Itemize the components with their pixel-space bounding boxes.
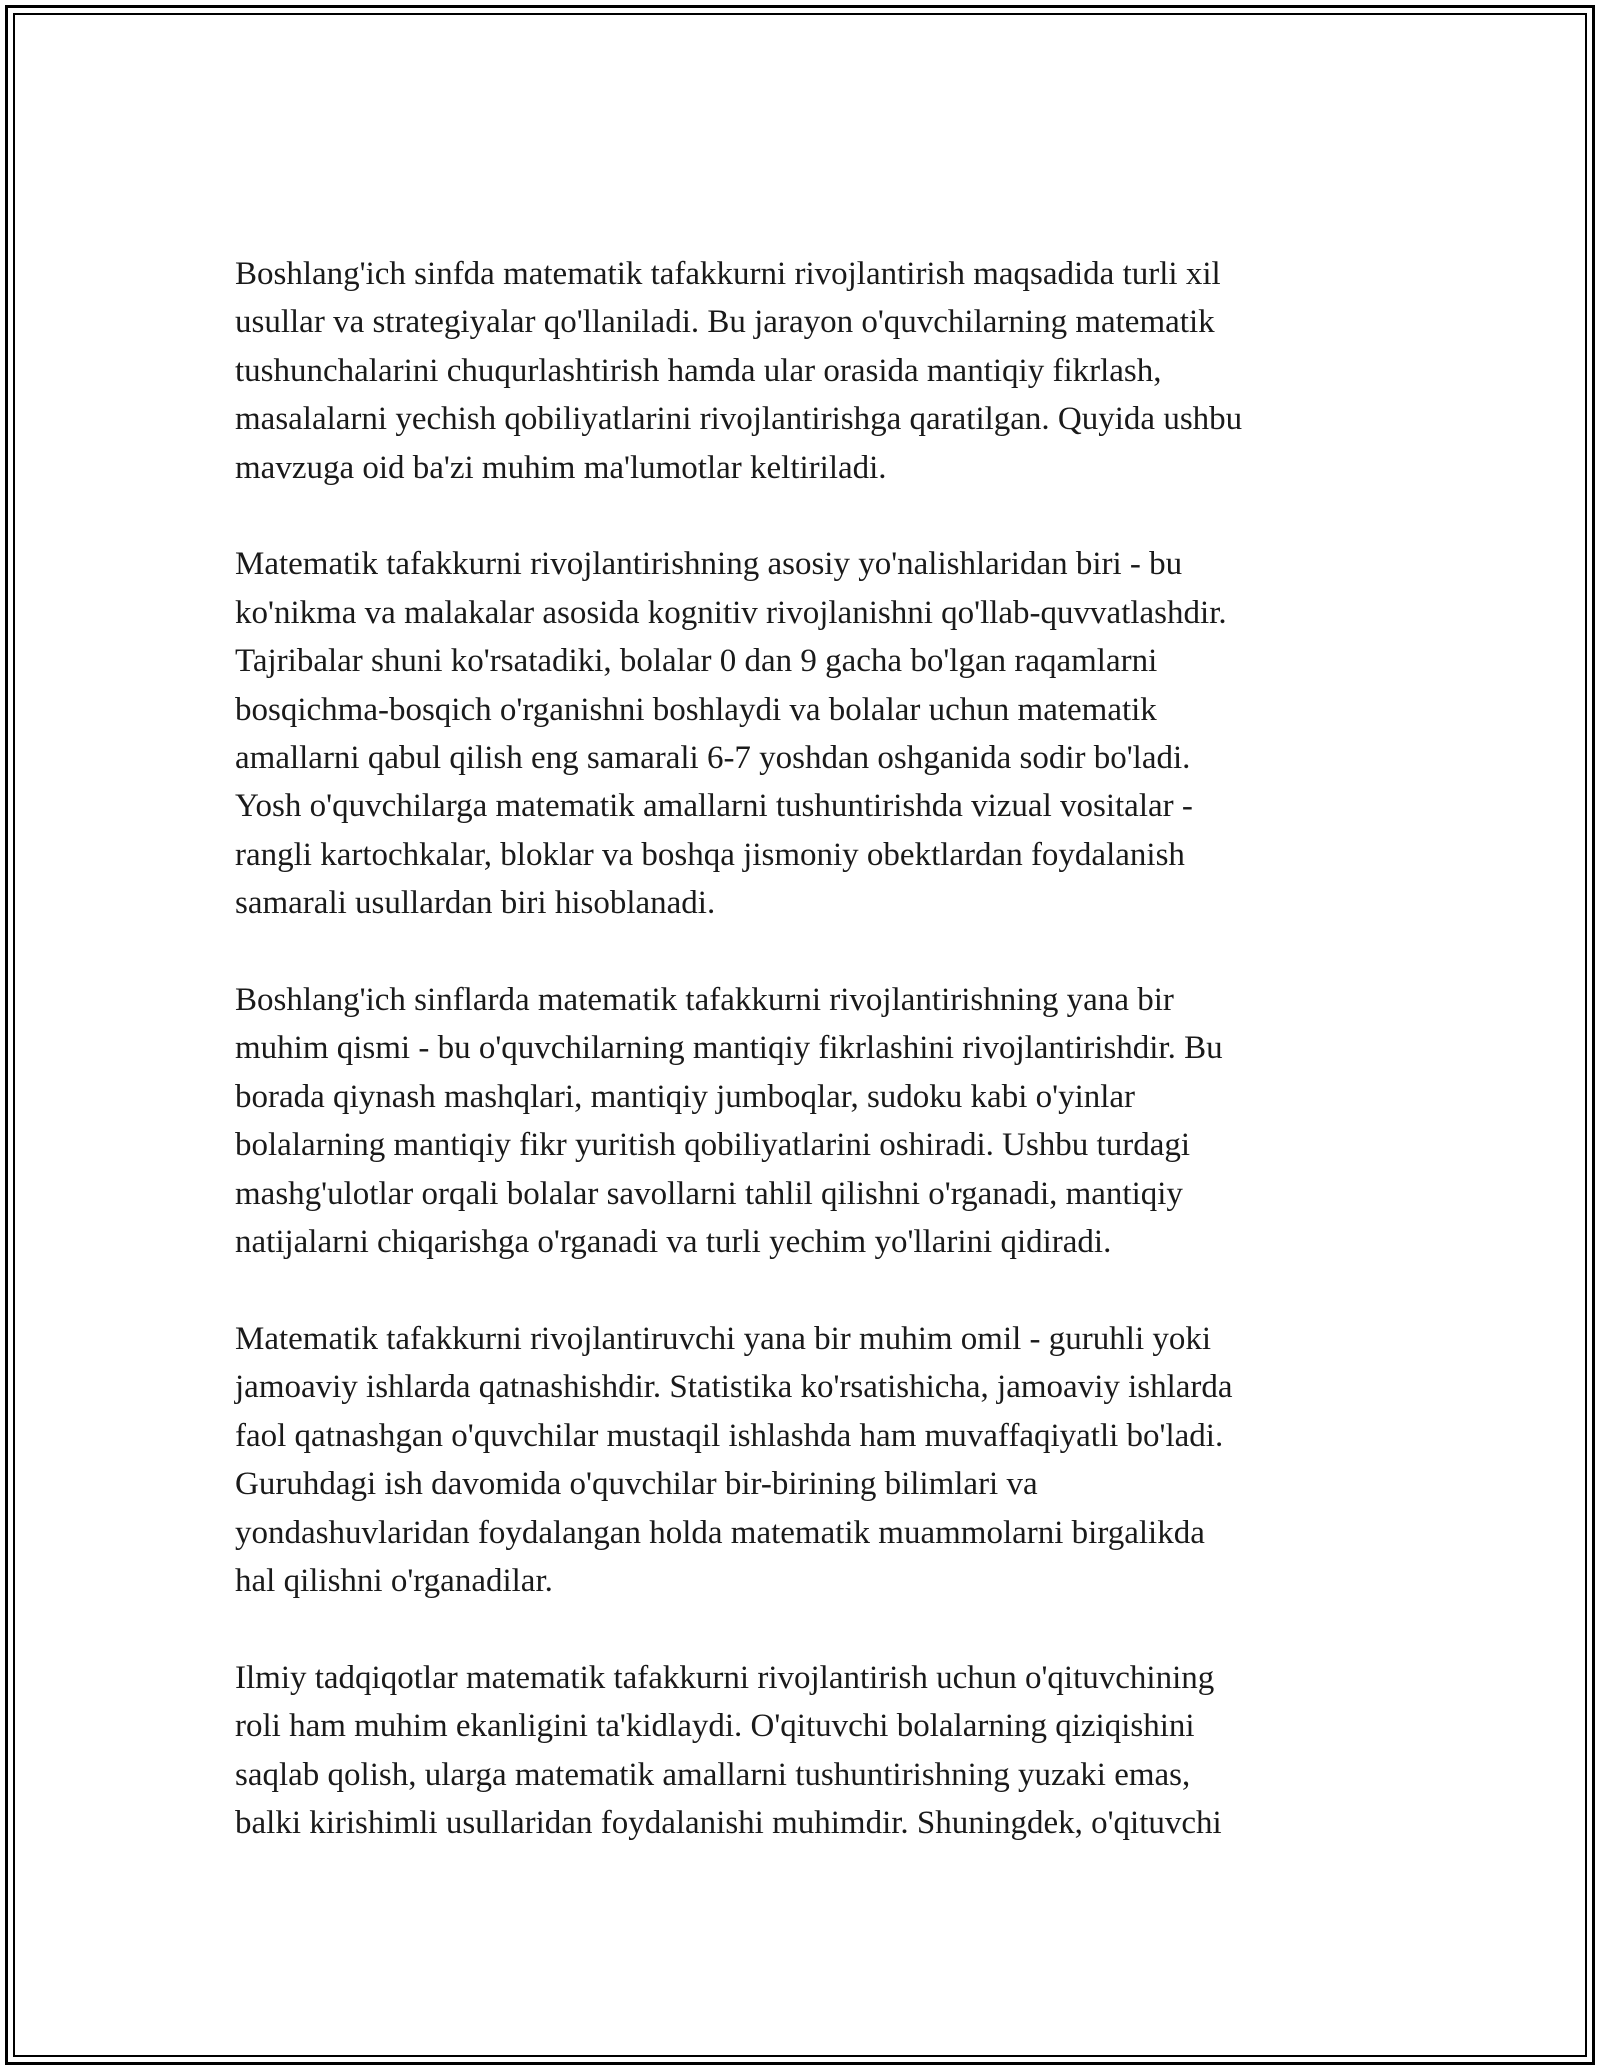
text-line: masalalarni yechish qobiliyatlarini rivojlantirishga qaratilgan. Quyida ushbu <box>235 401 1243 438</box>
paragraph-2 <box>235 540 1365 927</box>
text-line: faol qatnashgan o'quvchilar mustaqil ishlashda ham muvaffaqiyatli bo'ladi. <box>235 1417 1224 1454</box>
text-line: bosqichma-bosqich o'rganishni boshlaydi va bolalar uchun matematik <box>235 691 1157 728</box>
text-line: borada qiynash mashqlari, mantiqiy jumboqlar, sudoku kabi o'yinlar <box>235 1078 1136 1115</box>
text-line: Tajribalar shuni ko'rsatadiki, bolalar 0 dan 9 gacha bo'lgan raqamlarni <box>235 643 1158 680</box>
text-line: mavzuga oid ba'zi muhim ma'lumotlar keltiriladi. <box>235 449 887 486</box>
paragraph-5 <box>235 1654 1365 1848</box>
text-line: Boshlang'ich sinfda matematik tafakkurni rivojlantirish maqsadida turli xil <box>235 256 1221 292</box>
text-line: Ilmiy tadqiqotlar matematik tafakkurni rivojlantirish uchun o'qituvchining <box>235 1659 1215 1696</box>
text-line: Matematik tafakkurni rivojlantiruvchi yana bir muhim omil - guruhli yoki <box>235 1320 1212 1357</box>
text-line: roli ham muhim ekanligini ta'kidlaydi. O'qituvchi bolalarning qiziqishini <box>235 1708 1195 1745</box>
text-line: Boshlang'ich sinflarda matematik tafakkurni rivojlantirishning yana bir <box>235 982 1174 1019</box>
text-line: saqlab qolish, ularga matematik amallarni tushuntirishning yuzaki emas, <box>235 1756 1191 1793</box>
text-line: Matematik tafakkurni rivojlantirishning asosiy yo'nalishlaridan biri - bu <box>235 546 1183 583</box>
document-body <box>235 250 1365 1896</box>
text-line: yondashuvlaridan foydalangan holda matematik muammolarni birgalikda <box>235 1514 1205 1551</box>
text-line: usullar va strategiyalar qo'llaniladi. Bu jarayon o'quvchilarning matematik <box>235 304 1215 341</box>
text-line: Yosh o'quvchilarga matematik amallarni tushuntirishda vizual vositalar - <box>235 788 1193 825</box>
paragraph-1 <box>235 250 1365 492</box>
text-line: mashg'ulotlar orqali bolalar savollarni tahlil qilishni o'rganadi, mantiqiy <box>235 1175 1183 1212</box>
text-line: balki kirishimli usullaridan foydalanishi muhimdir. Shuningdek, o'qituvchi <box>235 1804 1222 1841</box>
text-line: samarali usullardan biri hisoblanadi. <box>235 885 716 922</box>
text-line: hal qilishni o'rganadilar. <box>235 1562 553 1599</box>
text-line: ko'nikma va malakalar asosida kognitiv rivojlanishni qo'llab-quvvatlashdir. <box>235 594 1227 631</box>
text-line: muhim qismi - bu o'quvchilarning mantiqiy fikrlashini rivojlantirishdir. Bu <box>235 1030 1223 1067</box>
text-line: natijalarni chiqarishga o'rganadi va turli yechim yo'llarini qidiradi. <box>235 1224 1112 1261</box>
text-line: amallarni qabul qilish eng samarali 6-7 yoshdan oshganida sodir bo'ladi. <box>235 740 1191 777</box>
text-line: bolalarning mantiqiy fikr yuritish qobiliyatlarini oshiradi. Ushbu turdagi <box>235 1127 1191 1164</box>
paragraph-4 <box>235 1315 1365 1605</box>
text-line: jamoaviy ishlarda qatnashishdir. Statistika ko'rsatishicha, jamoaviy ishlarda <box>235 1369 1233 1406</box>
text-line: rangli kartochkalar, bloklar va boshqa jismoniy obektlardan foydalanish <box>235 836 1185 873</box>
paragraph-3 <box>235 976 1365 1266</box>
text-line: Guruhdagi ish davomida o'quvchilar bir-birining bilimlari va <box>235 1466 1038 1503</box>
text-line: tushunchalarini chuqurlashtirish hamda ular orasida mantiqiy fikrlash, <box>235 352 1162 389</box>
